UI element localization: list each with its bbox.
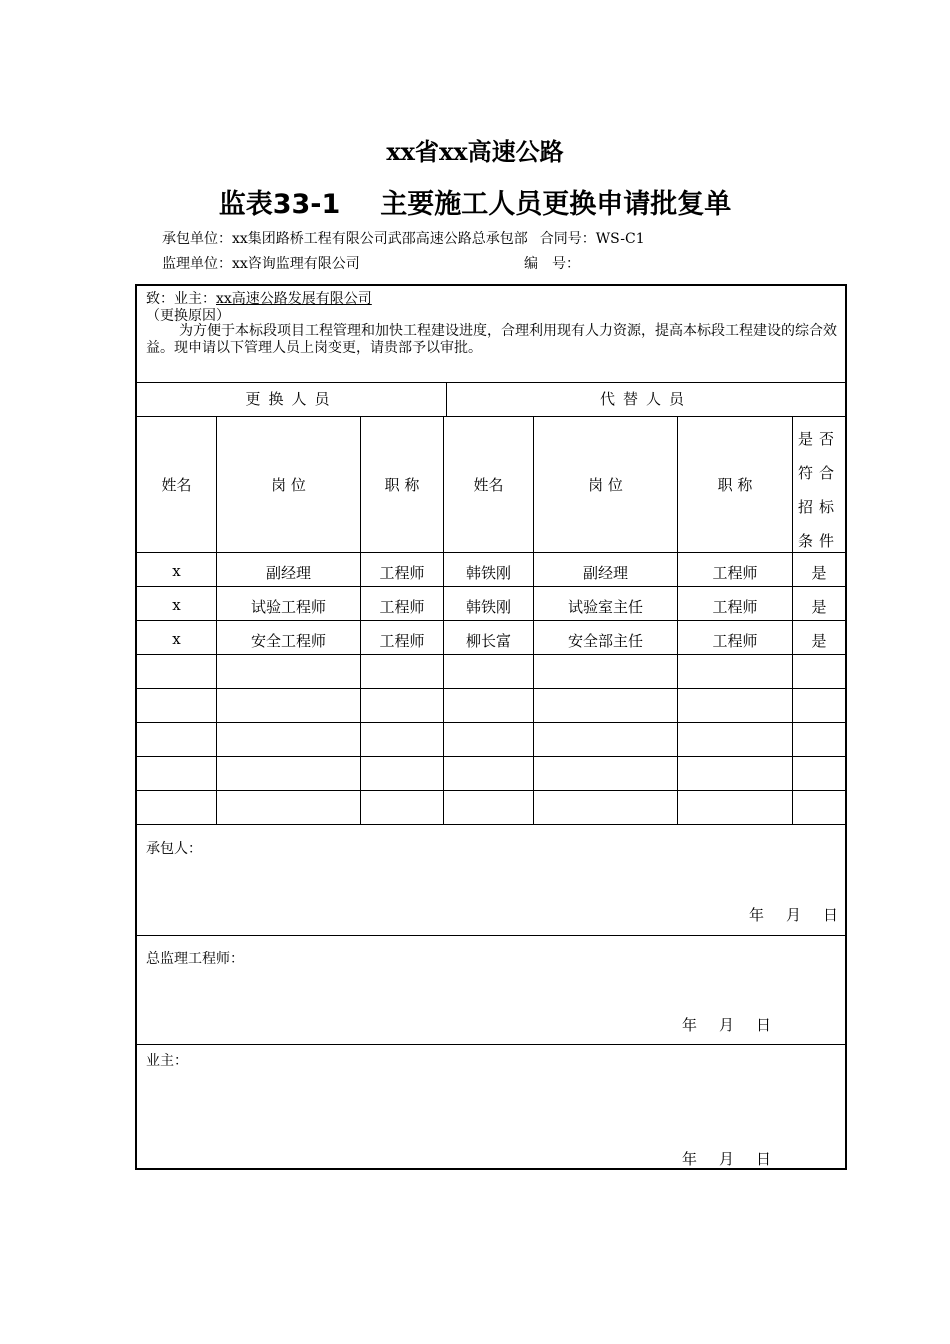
- chief-engineer-date: [682, 1014, 771, 1035]
- chief-engineer-signature-label: 总监理工程师：: [146, 951, 244, 967]
- table-cell: 工程师: [379, 564, 425, 582]
- table-cell: 安全工程师: [250, 632, 326, 650]
- year-label: 年: [682, 1016, 698, 1034]
- col-header-new-title: 职 称: [717, 475, 753, 494]
- divider: [137, 824, 845, 825]
- col-header-name: 姓名: [161, 475, 192, 494]
- divider: [137, 688, 845, 689]
- table-cell: 韩铁刚: [465, 564, 511, 582]
- addressee-section: [137, 286, 845, 382]
- table-cell: x: [172, 562, 181, 580]
- contractor-signature-label: 承包人：: [146, 841, 202, 857]
- owner-date: [682, 1148, 771, 1169]
- year-label: 年: [682, 1150, 698, 1168]
- day-label: 日: [756, 1150, 772, 1168]
- table-cell: 工程师: [712, 598, 758, 616]
- form-heading: [0, 182, 950, 221]
- table-cell: 副经理: [265, 564, 311, 582]
- table-cell: 工程师: [712, 564, 758, 582]
- supervisor-line: [162, 253, 360, 273]
- supervisor-label: 监理单位：: [162, 256, 232, 272]
- table-cell: 韩铁刚: [465, 598, 511, 616]
- table-cell: 试验工程师: [250, 598, 326, 616]
- col-header-qualified: 是否符合招标条件: [797, 430, 840, 550]
- divider: [137, 620, 845, 621]
- addressee-prefix: 致：业主：: [146, 291, 216, 307]
- col-header-position: 岗 位: [271, 475, 306, 494]
- month-label: 月: [719, 1016, 735, 1034]
- reason-label: （更换原因）: [146, 308, 230, 324]
- approval-form: [135, 284, 847, 1170]
- divider: [137, 790, 845, 791]
- document-title: xx省xx高速公路: [386, 137, 564, 166]
- number-label: 编 号：: [524, 256, 580, 272]
- table-cell: 是: [811, 564, 827, 582]
- table-cell: x: [172, 630, 181, 648]
- table-cell: x: [172, 596, 181, 614]
- table-cell: 是: [811, 598, 827, 616]
- divider: [137, 722, 845, 723]
- owner-signature-label: 业主：: [146, 1053, 188, 1069]
- divider: [137, 654, 845, 655]
- day-label: 日: [756, 1016, 772, 1034]
- contractor-value: xx集团路桥工程有限公司武邵高速公路总承包部: [232, 231, 528, 247]
- col-header-new-position: 岗 位: [588, 475, 623, 494]
- divider: [137, 552, 845, 553]
- group-substitute-header: 代替人员: [599, 390, 692, 408]
- col-header-title: 职 称: [384, 475, 420, 494]
- contractor-label: 承包单位：: [162, 231, 232, 247]
- contract-no-label: 合同号：: [539, 231, 596, 247]
- reason-text: 为方便于本标段项目工程管理和加快工程建设进度，合理利用现有人力资源，提高本标段工程建设的综合效益。现申请以下管理人员上岗变更，请贵部予以审批。: [146, 323, 837, 356]
- addressee-value: xx高速公路发展有限公司: [216, 291, 372, 307]
- table-cell: 工程师: [712, 632, 758, 650]
- table-cell: 安全部主任: [567, 632, 643, 650]
- divider: [137, 586, 845, 587]
- table-cell: 工程师: [379, 598, 425, 616]
- divider: [137, 935, 845, 936]
- form-code: 监表33-1: [218, 189, 341, 220]
- form-title: 主要施工人员更换申请批复单: [380, 189, 732, 220]
- divider: [137, 756, 845, 757]
- month-label: 月: [786, 906, 802, 924]
- table-cell: 试验室主任: [567, 598, 643, 616]
- contractor-line: [162, 228, 645, 248]
- contractor-date: [749, 904, 838, 925]
- table-cell: 柳长富: [465, 632, 511, 650]
- divider: [137, 1044, 845, 1045]
- table-cell: 是: [811, 632, 827, 650]
- table-cell: 工程师: [379, 632, 425, 650]
- contract-no-value: WS-C1: [595, 231, 645, 247]
- table-cell: 副经理: [582, 564, 628, 582]
- group-replaced-header: 更换人员: [245, 390, 338, 408]
- month-label: 月: [719, 1150, 735, 1168]
- year-label: 年: [749, 906, 765, 924]
- supervisor-value: xx咨询监理有限公司: [232, 256, 360, 272]
- day-label: 日: [823, 906, 839, 924]
- col-header-new-name: 姓名: [473, 475, 504, 494]
